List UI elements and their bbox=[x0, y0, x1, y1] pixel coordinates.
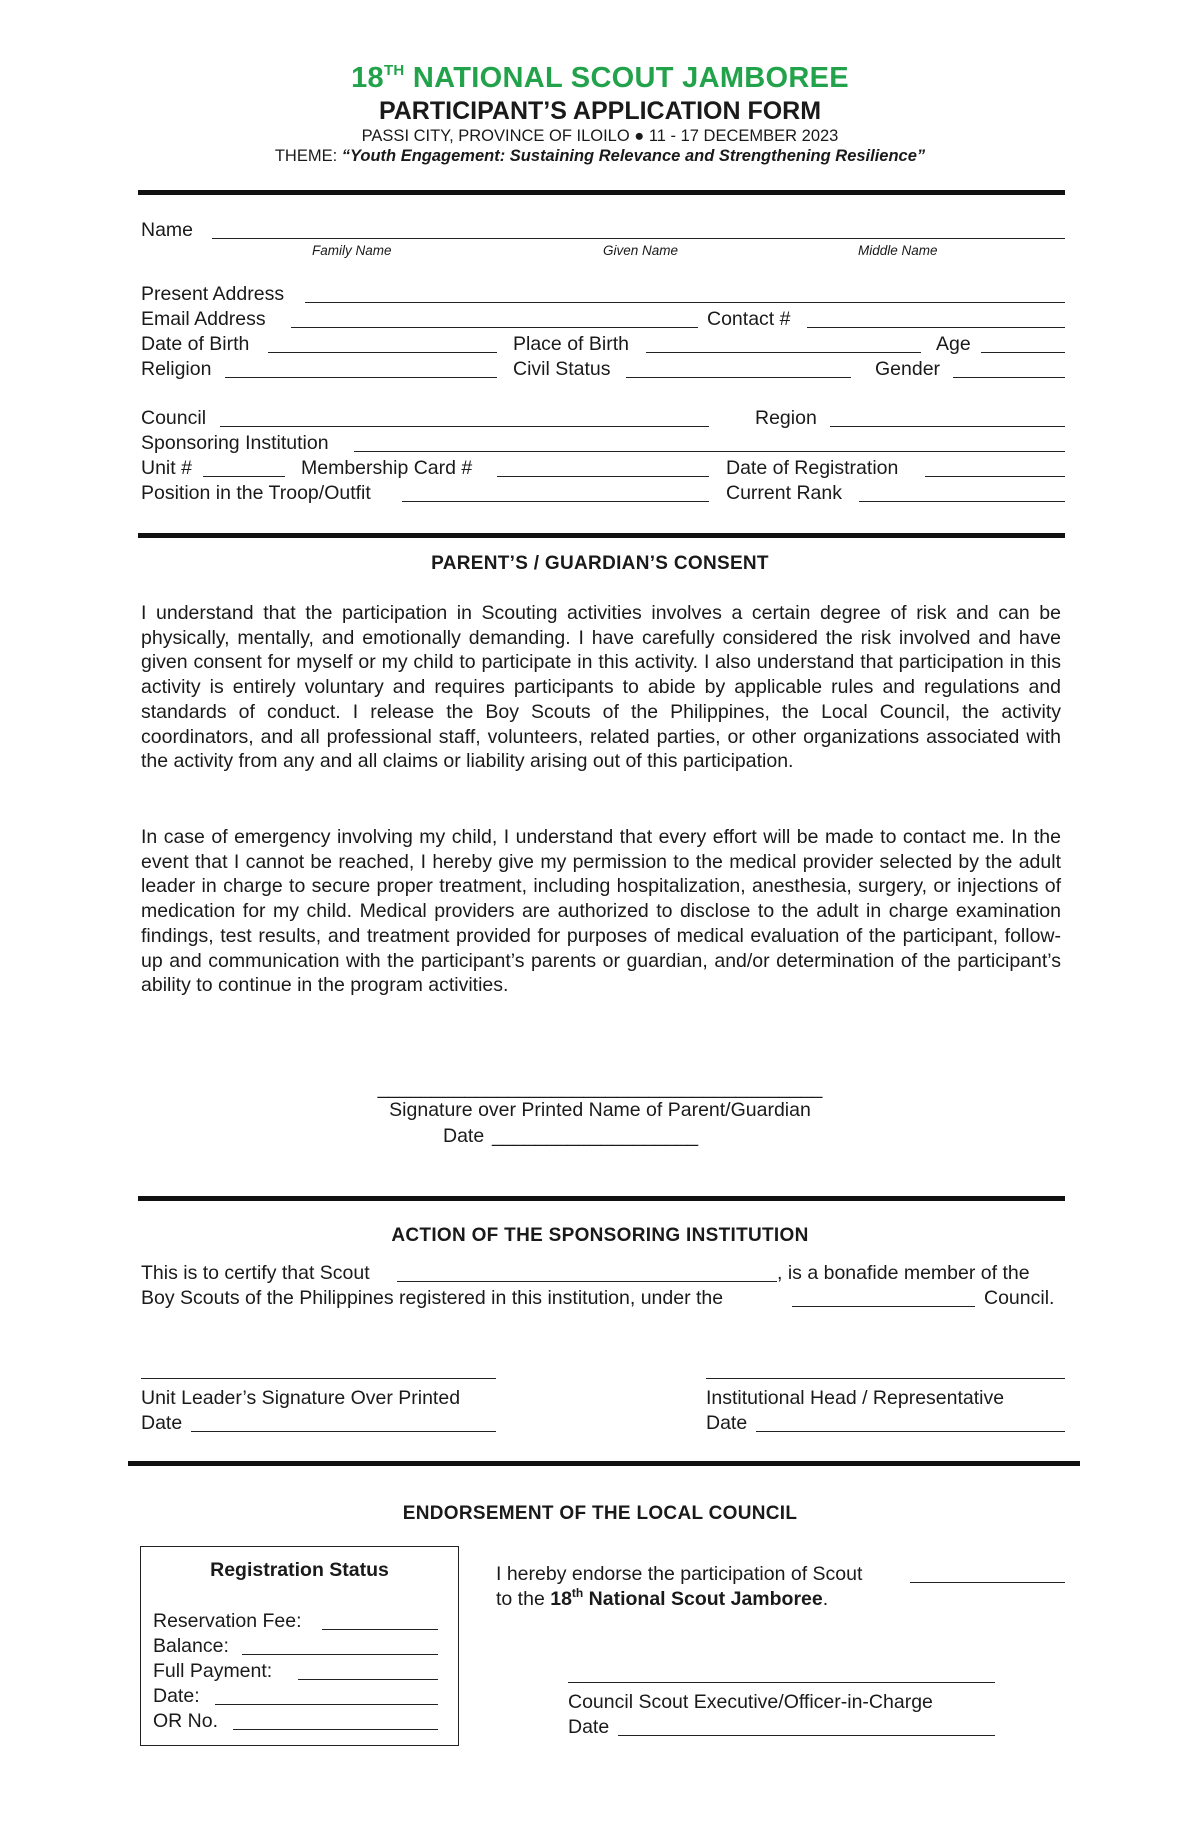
venue-and-date: PASSI CITY, PROVINCE OF ILOILO ● 11 - 17 DECEMBER 2023 bbox=[361, 127, 839, 145]
gender-field[interactable] bbox=[953, 377, 1065, 378]
gender-label: Gender bbox=[875, 358, 941, 380]
certify-text-2: , is a bonafide member of the bbox=[777, 1262, 1030, 1284]
section-divider bbox=[128, 1461, 1080, 1466]
membership-card-label: Membership Card # bbox=[301, 457, 473, 479]
endorse-number: 18 bbox=[550, 1588, 572, 1610]
unit-leader-label: Unit Leader’s Signature Over Printed bbox=[141, 1387, 461, 1409]
unit-leader-date-row bbox=[141, 1411, 496, 1435]
email-address-field[interactable] bbox=[291, 327, 698, 328]
registration-date-field[interactable] bbox=[215, 1704, 438, 1705]
certify-text-3: Boy Scouts of the Philippines registered in this institution, under the bbox=[141, 1287, 724, 1309]
given-name-label: Given Name bbox=[603, 243, 679, 258]
balance-field[interactable] bbox=[242, 1654, 438, 1655]
certify-council-field[interactable] bbox=[792, 1306, 975, 1307]
registration-status-box bbox=[140, 1546, 459, 1746]
certify-text-4: Council. bbox=[984, 1287, 1055, 1309]
institutional-head-date-row bbox=[706, 1411, 1065, 1435]
civil-status-field[interactable] bbox=[626, 377, 851, 378]
endorse-ordinal: th bbox=[571, 1586, 584, 1600]
section-divider bbox=[138, 1196, 1065, 1201]
birth-row bbox=[141, 332, 1065, 356]
parent-signature-label: Signature over Printed Name of Parent/Guardian bbox=[389, 1099, 811, 1121]
place-of-birth-label: Place of Birth bbox=[513, 333, 629, 355]
family-name-label: Family Name bbox=[312, 243, 392, 258]
certify-line-2 bbox=[141, 1286, 1065, 1310]
consent-date-label: Date bbox=[443, 1125, 485, 1147]
position-label: Position in the Troop/Outfit bbox=[141, 482, 371, 504]
current-rank-field[interactable] bbox=[859, 501, 1065, 502]
theme-text: “Youth Engagement: Sustaining Relevance and Strengthening Resilience” bbox=[341, 147, 926, 165]
certify-text-1: This is to certify that Scout bbox=[141, 1262, 370, 1284]
age-field[interactable] bbox=[981, 352, 1065, 353]
position-field[interactable] bbox=[402, 501, 709, 502]
full-payment-field[interactable] bbox=[298, 1679, 438, 1680]
region-field[interactable] bbox=[830, 426, 1065, 427]
current-rank-label: Current Rank bbox=[726, 482, 842, 504]
sponsoring-institution-label: Sponsoring Institution bbox=[141, 432, 329, 454]
endorse-text-2 bbox=[496, 1587, 828, 1611]
consent-paragraph-1: I understand that the participation in Scouting activities involves a certain degree of risk and can be physically, mentally, and emotionally demanding. I have carefully considered the risk involved and have given consent for myself or my child to participate in this activity. I also understand that participation in this activity is entirely voluntary and requires participants to abide by applicable rules and regulations and standards of conduct. I release the Boy Scouts of the Philippines, the Local Council, the activity coordinators, and all professional staff, volunteers, related parties, or other organizations associated with the activity from any and all claims or liability arising out of this participation. bbox=[141, 602, 1061, 773]
institutional-head-date-field[interactable] bbox=[756, 1431, 1065, 1432]
consent-title: PARENT’S / GUARDIAN’S CONSENT bbox=[431, 553, 769, 574]
sponsoring-action-title: ACTION OF THE SPONSORING INSTITUTION bbox=[391, 1225, 809, 1246]
endorse-line-1 bbox=[496, 1562, 1065, 1586]
endorsement-title: ENDORSEMENT OF THE LOCAL COUNCIL bbox=[402, 1503, 798, 1524]
contact-field[interactable] bbox=[807, 327, 1065, 328]
executive-label: Council Scout Executive/Officer-in-Charge bbox=[568, 1691, 933, 1713]
balance-label: Balance: bbox=[153, 1635, 229, 1657]
position-row bbox=[141, 481, 1065, 505]
form-header bbox=[0, 60, 1200, 166]
theme-label: THEME: bbox=[274, 147, 342, 165]
email-address-label: Email Address bbox=[141, 308, 266, 330]
registration-status-title: Registration Status bbox=[210, 1559, 389, 1581]
council-label: Council bbox=[141, 407, 207, 429]
event-number: 18 bbox=[351, 62, 384, 94]
parent-signature-line[interactable]: _________________________________________ bbox=[377, 1077, 823, 1099]
membership-card-field[interactable] bbox=[497, 476, 709, 477]
event-title bbox=[0, 60, 1200, 96]
endorse-event-name: National Scout Jamboree bbox=[583, 1588, 823, 1610]
registration-date-label: Date: bbox=[153, 1685, 200, 1707]
present-address-row bbox=[141, 282, 1065, 306]
endorse-line-2 bbox=[496, 1587, 1065, 1611]
executive-date-row bbox=[568, 1715, 995, 1739]
council-field[interactable] bbox=[220, 426, 709, 427]
institutional-head-date-label: Date bbox=[706, 1412, 748, 1434]
event-theme bbox=[0, 146, 1200, 166]
section-divider bbox=[138, 533, 1065, 538]
event-name: NATIONAL SCOUT JAMBOREE bbox=[404, 62, 849, 94]
consent-date-field[interactable]: ___________________ bbox=[492, 1125, 699, 1147]
email-contact-row bbox=[141, 307, 1065, 331]
unit-leader-signature-field[interactable] bbox=[141, 1378, 496, 1379]
full-payment-label: Full Payment: bbox=[153, 1660, 273, 1682]
religion-field[interactable] bbox=[225, 377, 497, 378]
age-label: Age bbox=[936, 333, 971, 355]
unit-leader-date-field[interactable] bbox=[191, 1431, 496, 1432]
name-row bbox=[141, 218, 1065, 242]
form-title: PARTICIPANT’S APPLICATION FORM bbox=[378, 97, 822, 125]
council-row bbox=[141, 406, 1065, 430]
contact-label: Contact # bbox=[707, 308, 791, 330]
name-field[interactable] bbox=[212, 238, 1065, 239]
region-label: Region bbox=[755, 407, 817, 429]
executive-date-label: Date bbox=[568, 1716, 610, 1738]
civil-status-label: Civil Status bbox=[513, 358, 611, 380]
present-address-label: Present Address bbox=[141, 283, 285, 305]
unit-row bbox=[141, 456, 1065, 480]
present-address-field[interactable] bbox=[305, 302, 1065, 303]
endorse-text-prefix: to the bbox=[496, 1588, 551, 1610]
scout-name-field[interactable] bbox=[397, 1281, 777, 1282]
consent-date-row bbox=[443, 1124, 763, 1148]
certify-line-1 bbox=[141, 1261, 1065, 1285]
sponsoring-institution-row bbox=[141, 431, 1065, 455]
reservation-fee-label: Reservation Fee: bbox=[153, 1610, 302, 1632]
unit-label: Unit # bbox=[141, 457, 192, 479]
executive-label-row bbox=[568, 1690, 998, 1714]
event-ordinal: TH bbox=[383, 62, 405, 79]
institutional-head-label: Institutional Head / Representative bbox=[706, 1387, 1005, 1409]
religion-label: Religion bbox=[141, 358, 212, 380]
endorse-text-1: I hereby endorse the participation of Scout bbox=[496, 1563, 863, 1585]
date-of-birth-label: Date of Birth bbox=[141, 333, 250, 355]
or-number-field[interactable] bbox=[233, 1729, 438, 1730]
reservation-fee-field[interactable] bbox=[322, 1629, 438, 1630]
date-of-registration-label: Date of Registration bbox=[726, 457, 899, 479]
executive-signature-field[interactable] bbox=[568, 1682, 995, 1683]
section-divider bbox=[138, 190, 1065, 195]
sponsoring-institution-field[interactable] bbox=[354, 451, 1065, 452]
or-number-label: OR No. bbox=[153, 1710, 219, 1732]
unit-leader-label-row bbox=[141, 1386, 521, 1410]
date-of-birth-field[interactable] bbox=[268, 352, 497, 353]
executive-date-field[interactable] bbox=[618, 1735, 995, 1736]
date-of-registration-field[interactable] bbox=[925, 476, 1065, 477]
unit-leader-date-label: Date bbox=[141, 1412, 183, 1434]
place-of-birth-field[interactable] bbox=[646, 352, 921, 353]
institutional-head-signature-field[interactable] bbox=[706, 1378, 1065, 1379]
unit-field[interactable] bbox=[203, 476, 285, 477]
middle-name-label: Middle Name bbox=[858, 243, 938, 258]
endorse-period: . bbox=[822, 1588, 829, 1610]
endorse-scout-field[interactable] bbox=[910, 1582, 1065, 1583]
institutional-head-label-row bbox=[706, 1386, 1086, 1410]
religion-row bbox=[141, 357, 1065, 381]
name-label: Name bbox=[141, 219, 194, 241]
consent-paragraph-2: In case of emergency involving my child, I understand that every effort will be made to contact me. In the event that I cannot be reached, I hereby give my permission to the medical provider selected by the adult leader in charge to secure proper treatment, including hospitalization, anesthesia, surgery, or injections of medication for my child. Medical providers are authorized to disclose to the adult in charge examination findings, test results, and treatment provided for purposes of medical evaluation of the participant, follow-up and communication with the participant’s parents or guardian, and/or determination of the participant’s ability to continue in the program activities. bbox=[141, 826, 1061, 997]
